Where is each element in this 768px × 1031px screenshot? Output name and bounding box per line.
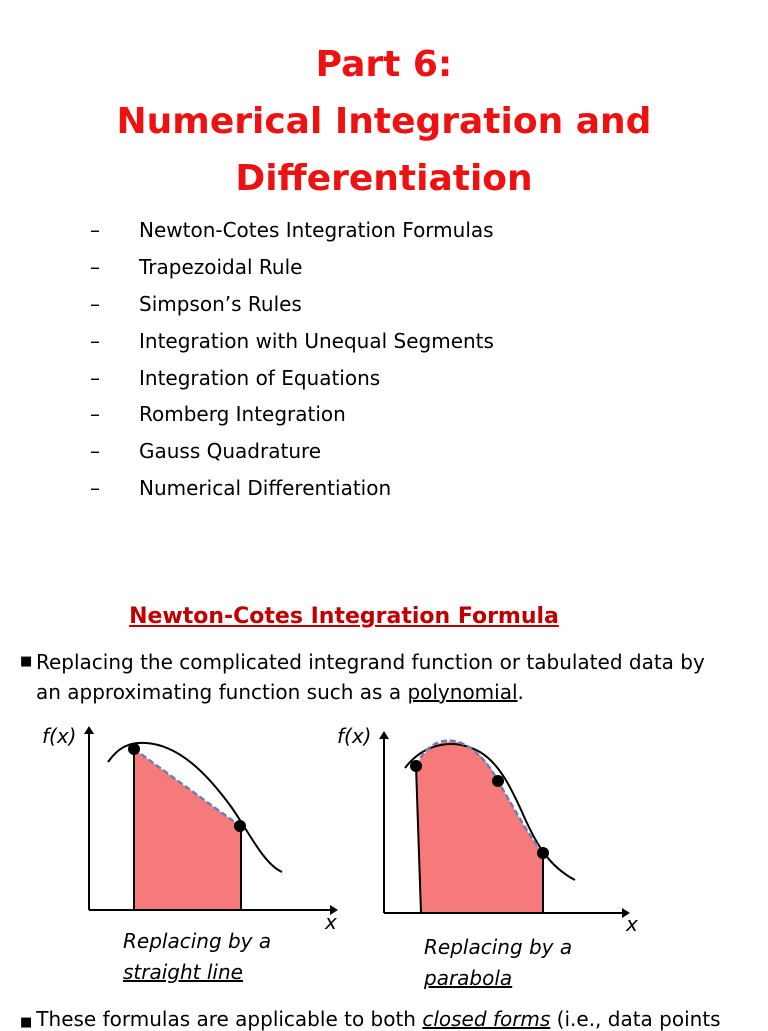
right-data-point (410, 760, 422, 772)
polynomial-term: polynomial (407, 680, 518, 704)
topic-text: Integration with Unequal Segments (139, 329, 494, 353)
title-line-1: Part 6: (315, 44, 453, 85)
dash-marker: – (90, 329, 100, 353)
bullet-line-2-prefix: an approximating function such as a (36, 680, 408, 704)
topic-text: Trapezoidal Rule (139, 255, 303, 279)
square-bullet-icon: ■ (20, 654, 33, 669)
closed-forms-term: closed forms (422, 1007, 551, 1031)
topic-text: Numerical Differentiation (139, 476, 392, 500)
bullet-paragraph-2 (20, 1007, 768, 1031)
dash-marker: – (90, 366, 100, 390)
bullet2-suffix: (i.e., data points (550, 1007, 721, 1031)
left-ylabel: f(x) (42, 724, 77, 748)
left-caption-line-1: Replacing by a (123, 929, 272, 953)
right-caption-line-1: Replacing by a (424, 935, 573, 959)
topic-text: Gauss Quadrature (139, 439, 322, 463)
right-data-point (492, 775, 504, 787)
dash-marker: – (90, 402, 100, 426)
left-caption (123, 926, 271, 988)
dash-marker: – (90, 218, 100, 242)
topic-text: Romberg Integration (139, 402, 346, 426)
left-xlabel: x (325, 910, 337, 934)
dash-marker: – (90, 255, 100, 279)
topic-text: Newton-Cotes Integration Formulas (139, 218, 494, 242)
right-ylabel: f(x) (337, 724, 372, 748)
left-shaded-area (134, 749, 240, 910)
dash-marker: – (90, 476, 100, 500)
left-caption-line-2: straight line (123, 960, 243, 984)
right-xlabel: x (626, 912, 638, 936)
dash-marker: – (90, 439, 100, 463)
square-bullet-icon: ■ (20, 1015, 33, 1030)
topic-text: Integration of Equations (139, 366, 381, 390)
bullet2-prefix: These formulas are applicable to both (36, 1007, 423, 1031)
right-caption (424, 932, 572, 994)
left-data-point (128, 743, 140, 755)
right-data-point (537, 847, 549, 859)
right-figure (379, 731, 630, 918)
bullet-line-1: Replacing the complicated integrand function or tabulated data by (36, 650, 705, 674)
right-caption-line-2: parabola (424, 966, 513, 990)
left-data-point (234, 820, 246, 832)
section-heading: Newton-Cotes Integration Formula (129, 604, 559, 629)
bullet-line-2-suffix: . (517, 680, 524, 704)
title-line-2: Numerical Integration and (116, 101, 652, 142)
left-figure (84, 726, 338, 915)
dash-marker: – (90, 292, 100, 316)
right-y-axis-arrow-icon (379, 731, 389, 739)
topic-text: Simpson’s Rules (139, 292, 302, 316)
left-y-axis-arrow-icon (84, 726, 94, 734)
title-line-3: Differentiation (235, 158, 533, 199)
